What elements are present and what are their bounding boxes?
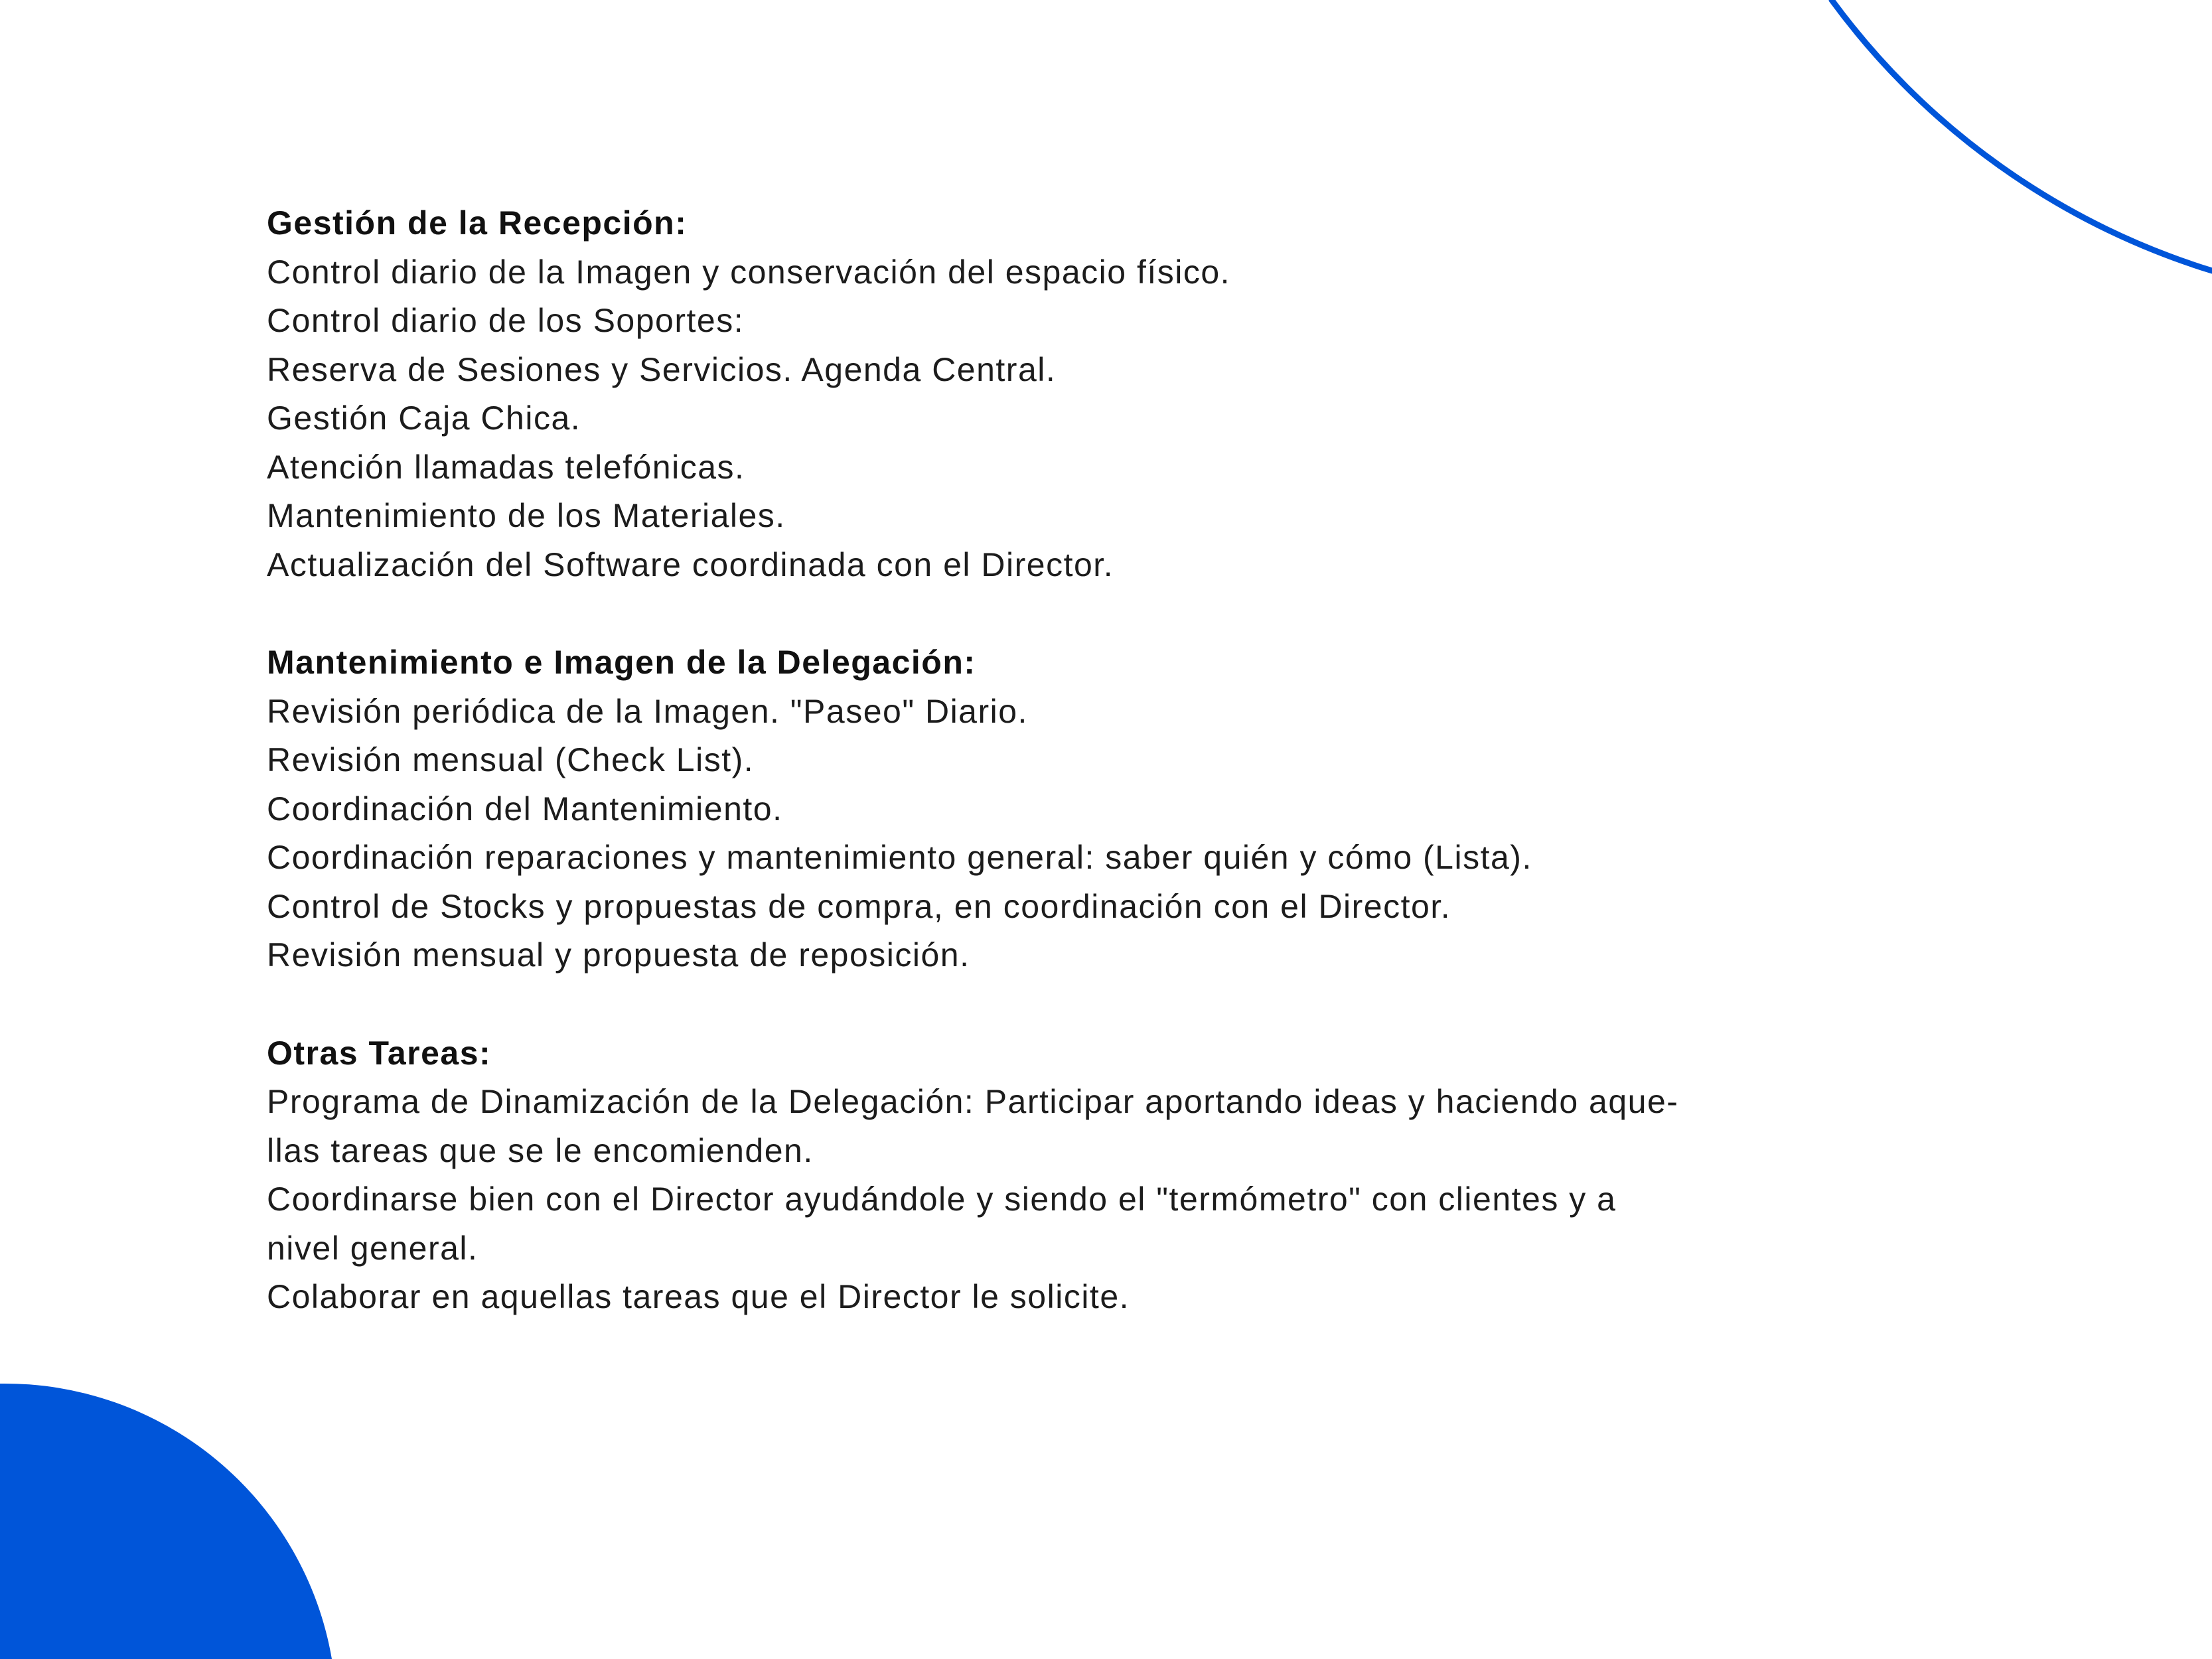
list-item: Revisión periódica de la Imagen. "Paseo" Diario. [267,692,1028,730]
section-title: Mantenimiento e Imagen de la Delegación: [267,644,976,681]
list-item: Control diario de los Soportes: [267,302,745,339]
list-item: Control de Stocks y propuestas de compra, en coordinación con el Director. [267,887,1451,925]
list-item: Atención llamadas telefónicas. [267,448,745,486]
section-title: Gestión de la Recepción: [267,204,688,242]
list-item: Coordinación del Mantenimiento. [267,790,783,828]
section-gestion-recepcion [267,199,1913,589]
list-item: Revisión mensual y propuesta de reposición. [267,936,970,974]
section-otras-tareas [267,1029,1913,1322]
list-item: Actualización del Software coordinada con el Director. [267,545,1114,583]
list-item: nivel general. [267,1229,479,1267]
list-item: Programa de Dinamización de la Delegación: Participar aportando ideas y haciendo aque- [267,1083,1679,1120]
section-mantenimiento-imagen [267,638,1913,980]
list-item: Control diario de la Imagen y conservación del espacio físico. [267,253,1231,291]
list-item: Revisión mensual (Check List). [267,741,755,778]
list-item: Reserva de Sesiones y Servicios. Agenda Central. [267,350,1057,388]
document-body [267,199,1913,1371]
bottom-left-quarter-circle [0,1384,332,1659]
section-title: Otras Tareas: [267,1034,492,1072]
list-item: Coordinarse bien con el Director ayudándole y siendo el "termómetro" con clientes y a [267,1181,1617,1218]
list-item: Colaborar en aquellas tareas que el Director le solicite. [267,1278,1130,1315]
list-item: llas tareas que se le encomienden. [267,1131,814,1169]
list-item: Coordinación reparaciones y mantenimiento general: saber quién y cómo (Lista). [267,839,1532,876]
list-item: Gestión Caja Chica. [267,399,581,437]
list-item: Mantenimiento de los Materiales. [267,497,786,534]
